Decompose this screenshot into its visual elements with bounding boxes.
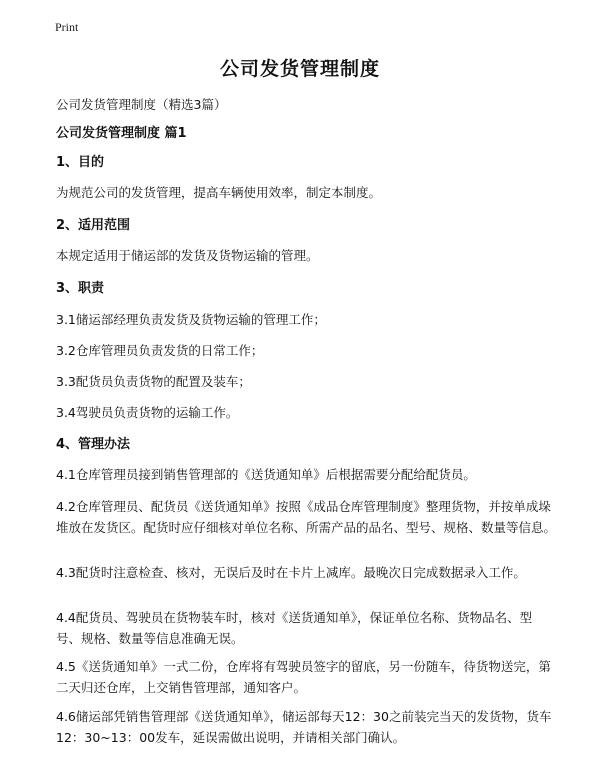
document-title: 公司发货管理制度 [219,58,380,80]
print-link[interactable]: Print [55,20,79,34]
part-title: 公司发货管理制度 篇1 [56,126,187,141]
paragraph: 4.2仓库管理员、配货员《送货通知单》按照《成品仓库管理制度》整理货物，并按单成垛堆放在发货区。配货时应仔细核对单位名称、所需产品的品名、型号、规格、数量等信息。 [56,499,557,535]
paragraph: 3.3配货员负责货物的配置及装车； [56,374,251,389]
paragraph: 本规定适用于储运部的发货及货物运输的管理。 [56,248,319,263]
section-heading: 1、目的 [56,155,105,170]
section-heading: 3、职责 [56,281,105,296]
paragraph: 为规范公司的发货管理，提高车辆使用效率，制定本制度。 [56,185,382,200]
paragraph: 3.2仓库管理员负责发货的日常工作； [56,343,264,358]
paragraph: 3.1储运部经理负责发货及货物运输的管理工作； [56,312,326,327]
paragraph: 4.4配货员、驾驶员在货物装车时，核对《送货通知单》，保证单位名称、货物品名、型号、规格、数量等信息准确无误。 [56,610,533,646]
section-heading: 4、管理办法 [56,437,131,452]
document-subtitle: 公司发货管理制度（精选3篇） [56,97,227,112]
paragraph: 4.6储运部凭销售管理部《送货通知单》，储运部每天12：30之前装完当天的发货物，货车12：30~13：00发车，延误需做出说明，并请相关部门确认。 [56,709,552,745]
paragraph: 3.4驾驶员负责货物的运输工作。 [56,405,239,420]
paragraph: 4.1仓库管理员接到销售管理部的《送货通知单》后根据需要分配给配货员。 [56,467,476,482]
paragraph: 4.5《送货通知单》一式二份，仓库将有驾驶员签字的留底，另一份随车，待货物送完，第二天归还仓库，上交销售管理部，通知客户。 [56,659,551,695]
section-heading: 2、适用范围 [56,218,131,233]
paragraph: 4.3配货时注意检查、核对，无误后及时在卡片上减库。最晚次日完成数据录入工作。 [56,565,526,580]
